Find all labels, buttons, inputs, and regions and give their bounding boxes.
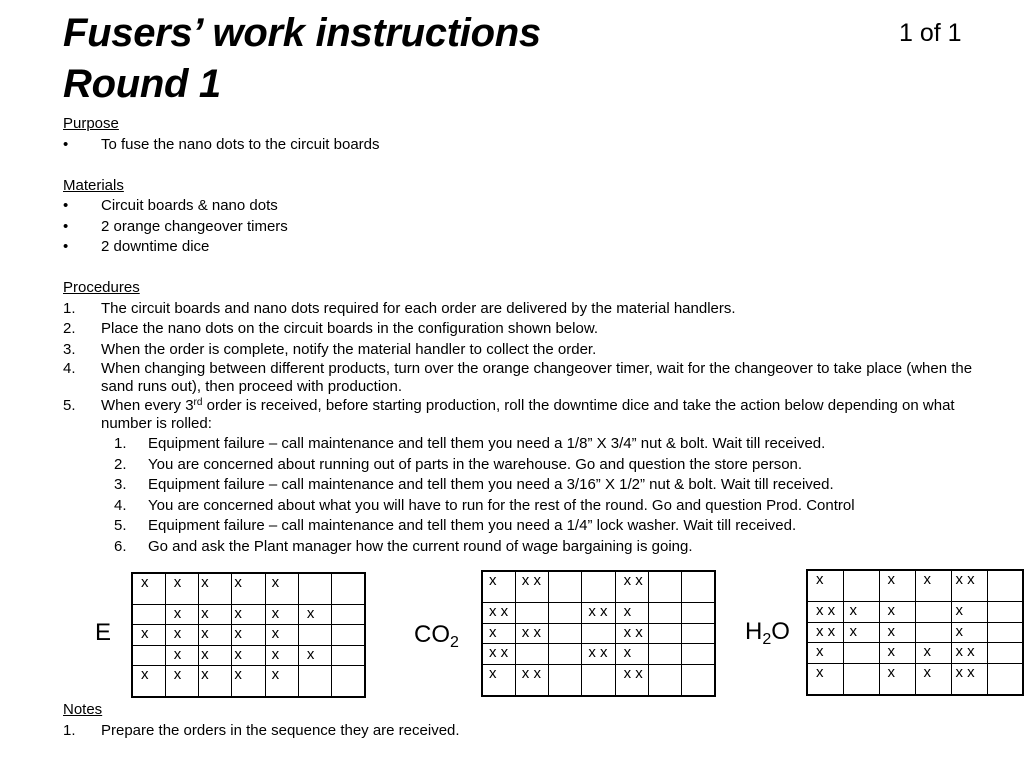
grid-cell [515,623,548,644]
grid-cell [549,644,582,665]
grid-cell [648,602,681,623]
nano-dot-mark: x x [489,602,509,620]
dice-number: 1. [114,435,127,452]
nano-dot-mark: x [849,601,857,619]
nano-dot-mark: x [816,571,824,588]
grid-cell [987,601,1023,622]
nano-dot-mark: x [306,604,315,622]
grid-cell [843,622,879,643]
nano-dot-mark: x x [816,601,836,619]
grid-cell [515,571,548,602]
grid-cell [165,573,198,604]
grid-cell [482,571,515,602]
dice-action-text: Equipment failure – call maintenance and tell them you need a 1/8” X 3/4” nut & bolt. Wait till received. [148,435,826,452]
grid-cell [682,571,715,602]
grid-cell [298,604,331,625]
nano-dot-mark: x [271,574,280,591]
procedure-step [63,360,983,397]
dice-action-text: Equipment failure – call maintenance and tell them you need a 3/16” X 1/2” nut & bolt. Wait till received. [148,476,834,493]
grid-cell [807,622,843,643]
materials-text: Circuit boards & nano dots [101,197,278,214]
grid-row [807,601,1023,622]
grid-row [132,645,365,666]
grid-e [131,572,366,698]
nano-dot-mark: x x [521,623,541,641]
dice-number: 4. [114,496,127,514]
materials-item [63,196,983,217]
grid-cell [951,601,987,622]
nano-dot-mark: x [234,604,242,622]
grid-cell [915,622,951,643]
grid-cell [298,573,331,604]
dice-action-text: You are concerned about running out of parts in the warehouse. Go and question the store person. [148,455,803,473]
grid-cell [648,623,681,644]
nano-dot-mark: x [201,625,209,643]
nano-dot-mark: x [489,572,497,589]
nano-dot-mark: x [173,645,182,663]
procedure-text: When changing between different products, turn over the orange changeover timer, wait for the changeover to take place (when the sand runs out), then proceed with production. [101,360,973,395]
grid-cell [648,644,681,665]
grid-row [132,625,365,646]
grid-cell [843,601,879,622]
grid-cell [549,665,582,696]
materials-item [63,217,983,238]
dice-action [63,455,983,476]
grid-cell [648,665,681,696]
nano-dot-mark: x [816,643,824,661]
grid-cell [265,604,298,625]
grid-cell [265,573,298,604]
dice-number: 5. [114,517,127,534]
grid-cell [987,570,1023,601]
grid-label-co2: $CO_2$ [414,621,459,651]
nano-dot-mark: x [201,645,209,663]
grid-cell [951,570,987,601]
nano-dot-mark: x [201,604,209,622]
nano-dot-mark: x x [623,665,643,683]
grid-h2o [806,569,1024,696]
nano-dot-mark: x [923,571,931,588]
title-line-2: Round 1 [63,62,221,106]
page-number: 1 of 1 [899,19,962,47]
grid-row [132,666,365,697]
grid-cell [582,644,615,665]
grid-cell [199,645,232,666]
grid-cell [879,622,915,643]
nano-dot-mark: x [271,604,280,622]
nano-dot-mark: x x [521,572,541,589]
grid-cell [615,571,648,602]
grid-cell [807,601,843,622]
dice-action [63,516,983,537]
nano-dot-mark: x x [623,623,643,641]
nano-dot-mark: x [201,666,209,684]
grid-cell [615,602,648,623]
grid-cell [515,665,548,696]
notes-section [63,700,663,741]
note-item [63,721,663,742]
grid-cell [582,571,615,602]
nano-dot-mark: x [489,623,497,641]
nano-dot-mark: x x [521,665,541,683]
procedure-step [63,340,983,361]
procedure-text: When every 3rd order is received, before starting production, roll the downtime dice and take the action below depending on what number is rolled: [101,397,955,432]
grid-cell [482,623,515,644]
nano-dot-mark: x [887,601,895,619]
grid-cell [298,666,331,697]
grid-row [482,623,715,644]
grid-cell [807,664,843,695]
nano-dot-mark: x [923,643,931,661]
grid-cell [515,602,548,623]
nano-dot-mark: x x [588,602,608,620]
grid-cell [879,664,915,695]
nano-dot-mark: x [887,664,895,682]
grid-cell [265,645,298,666]
procedures-heading: Procedures [63,279,140,296]
procedure-step [63,397,983,434]
nano-dot-mark: x [271,666,280,684]
grid-cell [682,644,715,665]
grid-cell [843,570,879,601]
grid-cell [482,665,515,696]
grid-cell [843,643,879,664]
grid-cell [165,604,198,625]
grid-cell [843,664,879,695]
dice-number: 3. [114,476,127,493]
grid-cell [951,664,987,695]
materials-text: 2 orange changeover timers [101,217,288,235]
grid-row [482,571,715,602]
grid-cell [298,625,331,646]
bullet: • [63,238,69,255]
grid-cell [648,571,681,602]
grid-cell [232,604,265,625]
grid-cell [332,625,365,646]
page-title [63,8,541,110]
nano-dot-mark: x x [588,644,608,662]
step-number: 4. [63,360,76,377]
grid-cell [951,622,987,643]
notes-heading: Notes [63,701,103,718]
note-text: Prepare the orders in the sequence they are received. [101,721,460,739]
nano-dot-mark: x [271,645,280,663]
nano-dot-mark: x [887,622,895,640]
grid-row [482,602,715,623]
grid-cell [987,664,1023,695]
dice-action [63,475,983,496]
grid-cell [232,573,265,604]
nano-dot-mark: x x [816,622,836,640]
grid-cell [549,571,582,602]
grid-cell [199,666,232,697]
nano-dot-mark: x [141,666,149,684]
grid-row [132,573,365,604]
grid-cell [582,602,615,623]
grid-cell [549,602,582,623]
purpose-text: To fuse the nano dots to the circuit boards [101,135,380,153]
bullet: • [63,197,69,214]
grid-cell [515,644,548,665]
grid-cell [807,570,843,601]
grid-cell [165,625,198,646]
grid-row [807,643,1023,664]
grid-cell [987,622,1023,643]
grid-cell [332,666,365,697]
grid-row [807,570,1023,601]
dice-action-text: Equipment failure – call maintenance and tell them you need a 1/4” lock washer. Wait till received. [148,517,797,534]
grid-row [482,665,715,696]
grid-cell [951,643,987,664]
nano-dot-mark: x x [623,572,643,589]
nano-dot-mark: x [923,664,931,682]
nano-dot-mark: x [173,604,182,622]
dice-number: 6. [114,537,127,555]
grid-cell [199,573,232,604]
nano-dot-mark: x [816,664,824,682]
grid-cell [879,601,915,622]
nano-dot-mark: x x [489,644,509,662]
grid-row [132,604,365,625]
grid-cell [199,625,232,646]
nano-dot-mark: x [234,574,242,591]
procedure-text: When the order is complete, notify the material handler to collect the order. [101,340,597,358]
grid-row [482,644,715,665]
grid-cell [682,623,715,644]
nano-dot-mark: x [234,666,242,684]
grid-cell [915,643,951,664]
grid-cell [132,666,165,697]
dice-action-text: You are concerned about what you will have to run for the rest of the round. Go and question Prod. Control [148,496,855,514]
nano-dot-mark: x x [955,664,975,682]
grid-cell [915,664,951,695]
grid-row [807,622,1023,643]
nano-dot-mark: x [623,644,632,662]
grid-cell [232,625,265,646]
grid-cell [915,570,951,601]
grid-cell [265,625,298,646]
grid-cell [332,573,365,604]
grid-cell [298,645,331,666]
note-number: 1. [63,721,76,739]
procedure-text: Place the nano dots on the circuit boards in the configuration shown below. [101,320,598,337]
nano-dot-mark: x [955,601,963,619]
grid-label-h2o: $H_2O$ [745,618,790,648]
grid-cell [582,623,615,644]
dice-action [63,434,983,455]
nano-dot-mark: x [489,665,497,683]
purpose-item [63,135,983,156]
instructions-body [63,114,983,557]
grid-cell [615,665,648,696]
grid-cell [549,623,582,644]
nano-dot-mark: x [623,602,632,620]
grid-cell [615,644,648,665]
step-number: 3. [63,340,76,358]
grid-cell [165,666,198,697]
nano-dot-mark: x [234,625,242,643]
grid-cell [987,643,1023,664]
grid-cell [615,623,648,644]
step-number: 1. [63,299,76,317]
grid-label-e: E [95,619,112,646]
grid-cell [332,645,365,666]
grid-cell [482,644,515,665]
nano-dot-mark: x [141,574,149,591]
grid-cell [807,643,843,664]
grid-cell [879,643,915,664]
grid-row [807,664,1023,695]
materials-heading: Materials [63,176,124,194]
grid-cell [682,665,715,696]
grid-cell [682,602,715,623]
step-number: 2. [63,320,76,337]
grid-cell [199,604,232,625]
nano-dot-mark: x [887,571,895,588]
dice-action-text: Go and ask the Plant manager how the current round of wage bargaining is going. [148,537,693,555]
nano-dot-mark: x [201,574,209,591]
nano-dot-mark: x x [955,571,975,588]
nano-dot-mark: x [173,625,182,643]
nano-dot-mark: x [849,622,857,640]
dice-action [63,537,983,558]
procedure-step [63,299,983,320]
grid-cell [582,665,615,696]
grid-cell [232,666,265,697]
grid-cell [879,570,915,601]
grid-cell [332,604,365,625]
materials-item [63,237,983,258]
grid-cell [132,604,165,625]
grid-co2 [481,570,716,697]
grid-cell [132,573,165,604]
title-line-1: Fusers’ work instructions [63,11,541,55]
grid-cell [482,602,515,623]
bullet: • [63,135,69,153]
nano-dot-mark: x [271,625,280,643]
grid-cell [265,666,298,697]
nano-dot-mark: x [306,645,315,663]
grid-cell [915,601,951,622]
grid-cell [132,625,165,646]
grid-cell [165,645,198,666]
nano-dot-mark: x [173,666,182,684]
dice-number: 2. [114,455,127,473]
nano-dot-mark: x [955,622,963,640]
nano-dot-mark: x [887,643,895,661]
nano-dot-mark: x x [955,643,975,661]
bullet: • [63,217,69,235]
procedure-step [63,319,983,340]
nano-dot-mark: x [173,574,182,591]
nano-dot-mark: x [234,645,242,663]
grid-cell [232,645,265,666]
procedure-text: The circuit boards and nano dots required for each order are delivered by the material handlers. [101,299,736,317]
nano-dot-mark: x [141,625,149,643]
materials-text: 2 downtime dice [101,238,210,255]
step-number: 5. [63,397,76,414]
grid-cell [132,645,165,666]
purpose-heading: Purpose [63,115,119,132]
dice-action [63,496,983,517]
